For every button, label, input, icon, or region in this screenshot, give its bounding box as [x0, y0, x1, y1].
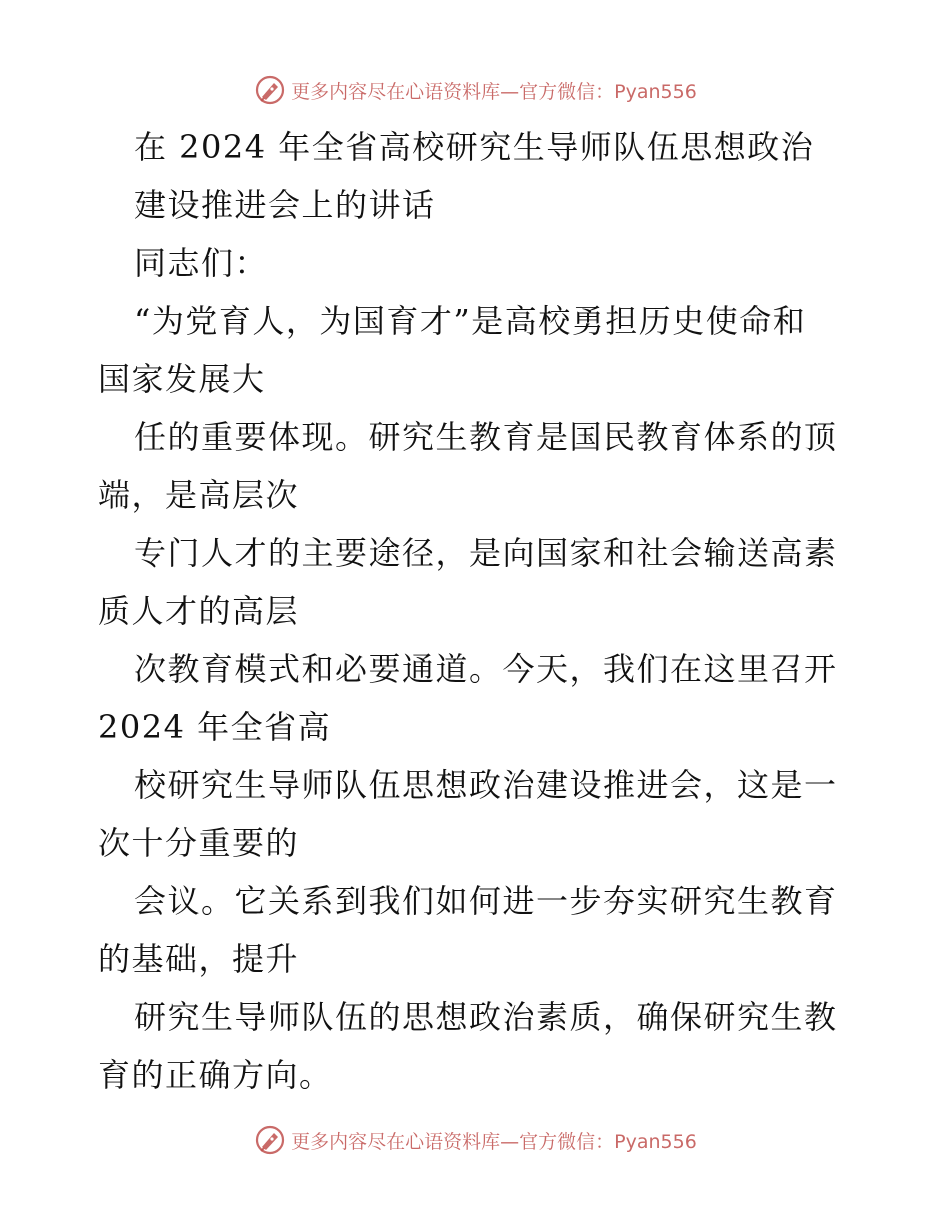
footer-watermark — [0, 1120, 950, 1160]
paragraph-line: 校研究生导师队伍思想政治建设推进会，这是一 — [134, 766, 838, 804]
title-line-1: 在 2024 年全省高校研究生导师队伍思想政治 — [134, 128, 815, 166]
paragraph-line: 专门人才的主要途径，是向国家和社会输送高素 — [134, 534, 838, 572]
paragraph-line: 的基础，提升 — [98, 940, 300, 978]
paragraph-line: 任的重要体现。研究生教育是国民教育体系的顶 — [134, 418, 838, 456]
paragraph-line: 2024 年全省高 — [98, 708, 332, 746]
paragraph-line: 次十分重要的 — [98, 824, 300, 862]
paragraph-line: 会议。它关系到我们如何进一步夯实研究生教育 — [134, 882, 838, 920]
paragraph-line: 端，是高层次 — [98, 476, 300, 514]
pen-nib-logo-icon — [253, 73, 287, 107]
paragraph-line: 育的正确方向。 — [98, 1056, 333, 1094]
document-body — [98, 118, 868, 1104]
watermark-text: 更多内容尽在心语资料库—官方微信：Pyan556 — [291, 1130, 697, 1153]
watermark-text: 更多内容尽在心语资料库—官方微信：Pyan556 — [291, 80, 697, 103]
paragraph-line: 研究生导师队伍的思想政治素质，确保研究生教 — [134, 998, 838, 1036]
salutation: 同志们： — [134, 244, 269, 282]
header-watermark — [0, 70, 950, 110]
pen-nib-logo-icon — [253, 1123, 287, 1157]
title-line-2: 建设推进会上的讲话 — [134, 186, 436, 224]
paragraph-line: “为党育人，为国育才”是高校勇担历史使命和 — [134, 302, 807, 340]
paragraph-line: 次教育模式和必要通道。今天，我们在这里召开 — [134, 650, 838, 688]
paragraph-line: 国家发展大 — [98, 360, 266, 398]
paragraph-line: 质人才的高层 — [98, 592, 300, 630]
